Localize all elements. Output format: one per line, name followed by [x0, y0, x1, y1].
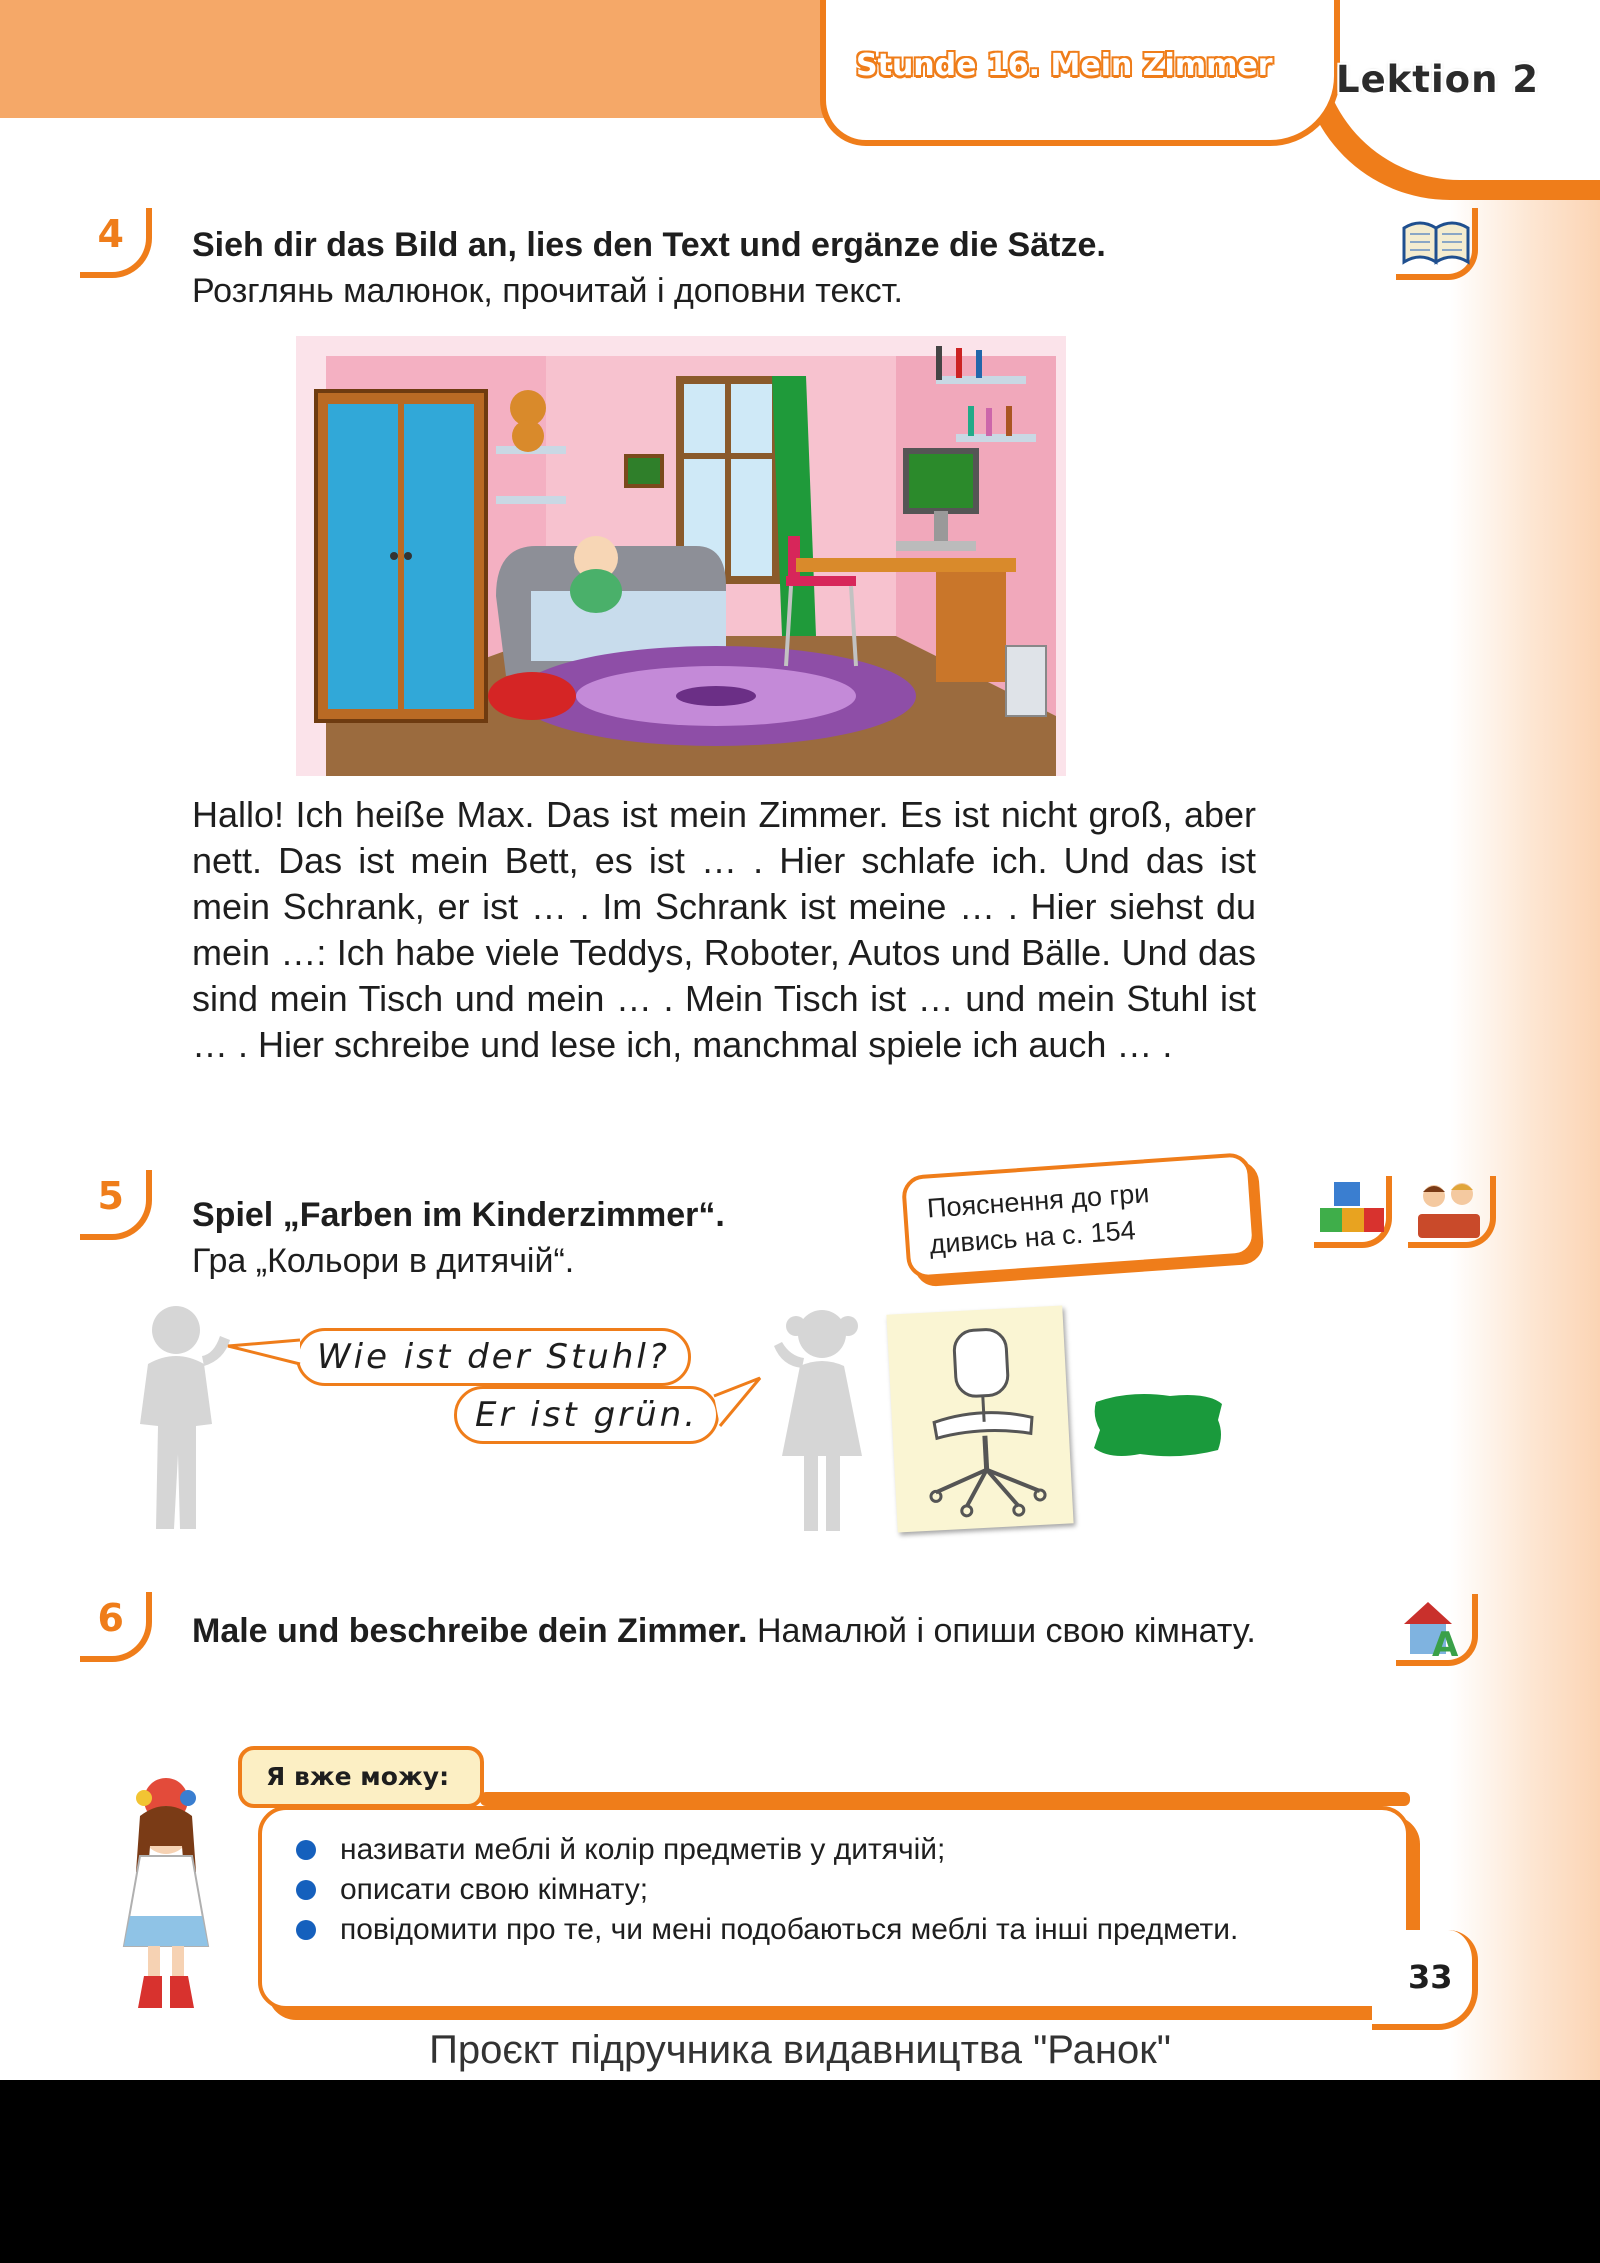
svg-text:A: A	[1432, 1625, 1459, 1660]
boy-silhouette	[126, 1304, 236, 1534]
speech-bubble-answer: Er ist grün.	[454, 1386, 719, 1444]
lesson-title: Stunde 16. Mein Zimmer	[856, 48, 1273, 83]
exercise-5-instruction-de: Spiel „Farben im Kinderzimmer“.	[192, 1196, 725, 1234]
house-letter-icon	[1398, 1594, 1468, 1660]
drawing-task-badge	[1396, 1594, 1478, 1666]
exercise-4-instruction-de: Sieh dir das Bild an, lies den Text und ergänze die Sätze.	[192, 226, 1106, 264]
lesson-number: Lektion 2	[1336, 58, 1540, 101]
exercise-5-instruction-ua: Гра „Кольори в дитячій“.	[192, 1242, 575, 1280]
chair-picture-card	[886, 1306, 1073, 1533]
bullet-icon	[296, 1880, 316, 1900]
skills-title: Я вже можу:	[238, 1746, 484, 1808]
speech-bubble-answer-tail	[712, 1374, 762, 1434]
skills-item	[294, 1870, 1254, 1910]
publisher-note: Проєкт підручника видавництва "Ранок"	[429, 2028, 1171, 2072]
exercise-6-instructions	[192, 1608, 1256, 1654]
kids-room-illustration	[296, 336, 1066, 776]
girl-in-folk-costume-illustration	[104, 1776, 228, 2016]
skills-item-text: повідомити про те, чи мені подобаються меблі та інші предмети.	[340, 1913, 1239, 1946]
page-edge-gradient	[1450, 0, 1600, 2080]
letter-blocks-badge	[1314, 1176, 1392, 1248]
desk-top	[796, 558, 1016, 572]
green-color-swatch	[1090, 1390, 1226, 1460]
reading-task-badge	[1396, 208, 1478, 280]
desk-drawers	[936, 572, 1006, 682]
exercise-6-instruction-de: Male und beschreibe dein Zimmer.	[192, 1612, 748, 1650]
exercise-6-instruction-ua: Намалюй і опиши свою кімнату.	[756, 1612, 1256, 1650]
computer-tower	[1006, 646, 1046, 716]
exercise-6-number: 6	[97, 1596, 124, 1640]
skills-header-line	[480, 1792, 1410, 1806]
skills-item-text: називати меблі й колір предметів у дитячій;	[340, 1833, 946, 1866]
game-note-line-1: Пояснення до гри	[926, 1178, 1151, 1224]
girl-silhouette	[766, 1306, 876, 1536]
exercise-6-number-badge	[80, 1592, 152, 1662]
kids-playing-badge	[1408, 1176, 1496, 1248]
bullet-icon	[296, 1840, 316, 1860]
exercise-5-number: 5	[97, 1174, 124, 1218]
wardrobe-door-left	[328, 404, 398, 709]
exercise-4-instructions	[192, 222, 1272, 314]
exercise-5-number-badge	[80, 1170, 152, 1240]
wardrobe-door-right	[404, 404, 474, 709]
toy-car	[488, 672, 576, 720]
skills-item	[294, 1910, 1254, 1950]
speech-bubble-question-tail	[226, 1336, 302, 1376]
exercise-4-number: 4	[97, 212, 124, 256]
exercise-5-instructions	[192, 1192, 892, 1284]
open-book-icon	[1398, 212, 1474, 272]
office-chair-icon	[886, 1306, 1073, 1533]
computer-monitor	[906, 451, 976, 511]
kids-playing-icon	[1410, 1178, 1488, 1242]
skills-item-text: описати свою кімнату;	[340, 1873, 649, 1906]
speech-bubble-question: Wie ist der Stuhl?	[296, 1328, 691, 1386]
exercise-4-number-badge	[80, 208, 152, 278]
keyboard	[896, 541, 976, 551]
bullet-icon	[296, 1920, 316, 1940]
letter-blocks-icon	[1316, 1178, 1386, 1242]
exercise-4-text: Hallo! Ich heiße Max. Das ist mein Zimmer. Es ist nicht groß, aber nett. Das ist mein Bett, es ist … . Hier schlafe ich. Und das ist mein Schrank, er ist … . Im Schrank ist meine … . Hier siehst du mein …: Ich habe viele Teddys, Roboter, Autos und Bälle. Und das sind mein Tisch und mein … . Mein Tisch ist … und mein Stuhl ist … . Hier schreibe und lese ich, manchmal spiele ich auch … .	[192, 794, 1256, 1065]
small-picture	[626, 456, 662, 486]
game-note-line-2: дивись на с. 154	[928, 1215, 1137, 1260]
exercise-4-instruction-ua: Розглянь малюнок, прочитай і доповни текст.	[192, 272, 903, 310]
page-number: 33	[1408, 1958, 1453, 1996]
game-reference-note	[901, 1152, 1257, 1280]
skills-item	[294, 1830, 1254, 1870]
skills-list	[294, 1830, 1254, 1950]
